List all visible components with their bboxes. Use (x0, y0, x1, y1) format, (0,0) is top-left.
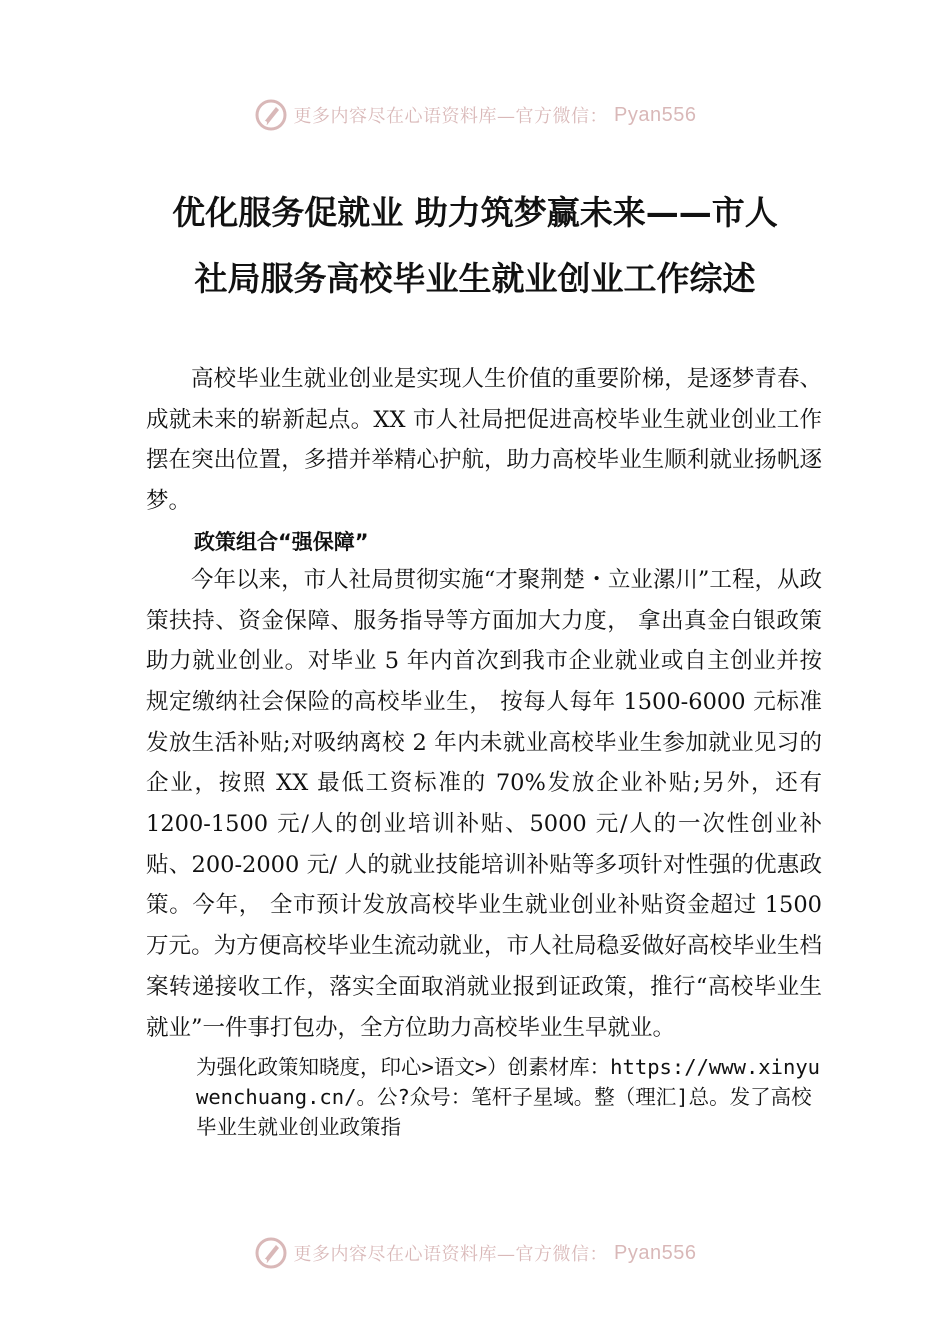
header-watermark (0, 98, 950, 132)
pen-seal-logo-icon (254, 1236, 288, 1270)
pen-seal-logo-icon (254, 98, 288, 132)
watermark-text: 更多内容尽在心语资料库—官方微信： (293, 106, 609, 127)
document-body (146, 359, 822, 1142)
title-line-1: 优化服务促就业 助力筑梦赢未来——市人 (172, 193, 778, 232)
footer-paragraph: 为强化政策知晓度，印心>语文>）创素材库：https://www.xinyuwenchuang.cn/。公?众号：笔杆子星域。整（理汇]总。发了高校毕业生就业创业政策指 (196, 1055, 820, 1140)
footer-watermark (0, 1236, 950, 1270)
section-paragraph: 今年以来，市人社局贯彻实施“才聚荆楚・立业漯川”工程，从政策扶持、资金保障、服务指导等方面加大力度， 拿出真金白银政策助力就业创业。对毕业 5 年内首次到我市企业就业或自主创业并按规定缴纳社会保险的高校毕业生， 按每人每年 1500-6000 元标准发放生活补贴;对吸纳离校 2 年内未就业高校毕业生参加就业见习的企业，按照 XX 最低工资标准的 70%发放企业补贴;另外，还有 1200-1500 元/人的创业培训补贴、5000 元/人的一次性创业补贴、200-2000 元/ 人的就业技能培训补贴等多项针对性强的优惠政策。今年， 全市预计发放高校毕业生就业创业补贴资金超过 1500 万元。为方便高校毕业生流动就业，市人社局稳妥做好高校毕业生档案转递接收工作，落实全面取消就业报到证政策，推行“高校毕业生就业”一件事打包办，全方位助力高校毕业生早就业。 (146, 566, 822, 1041)
watermark-handle: Pyan556 (614, 1241, 697, 1264)
document-title (120, 180, 830, 312)
title-line-2: 社局服务高校毕业生就业创业工作综述 (194, 259, 756, 298)
watermark-text: 更多内容尽在心语资料库—官方微信： (293, 1244, 609, 1265)
section-heading: 政策组合“强保障” (194, 529, 369, 554)
watermark-handle: Pyan556 (614, 103, 697, 126)
intro-paragraph: 高校毕业生就业创业是实现人生价值的重要阶梯，是逐梦青春、成就未来的崭新起点。XX 市人社局把促进高校毕业生就业创业工作摆在突出位置，多措并举精心护航，助力高校毕业生顺利就业扬帆逐梦。 (146, 366, 822, 515)
